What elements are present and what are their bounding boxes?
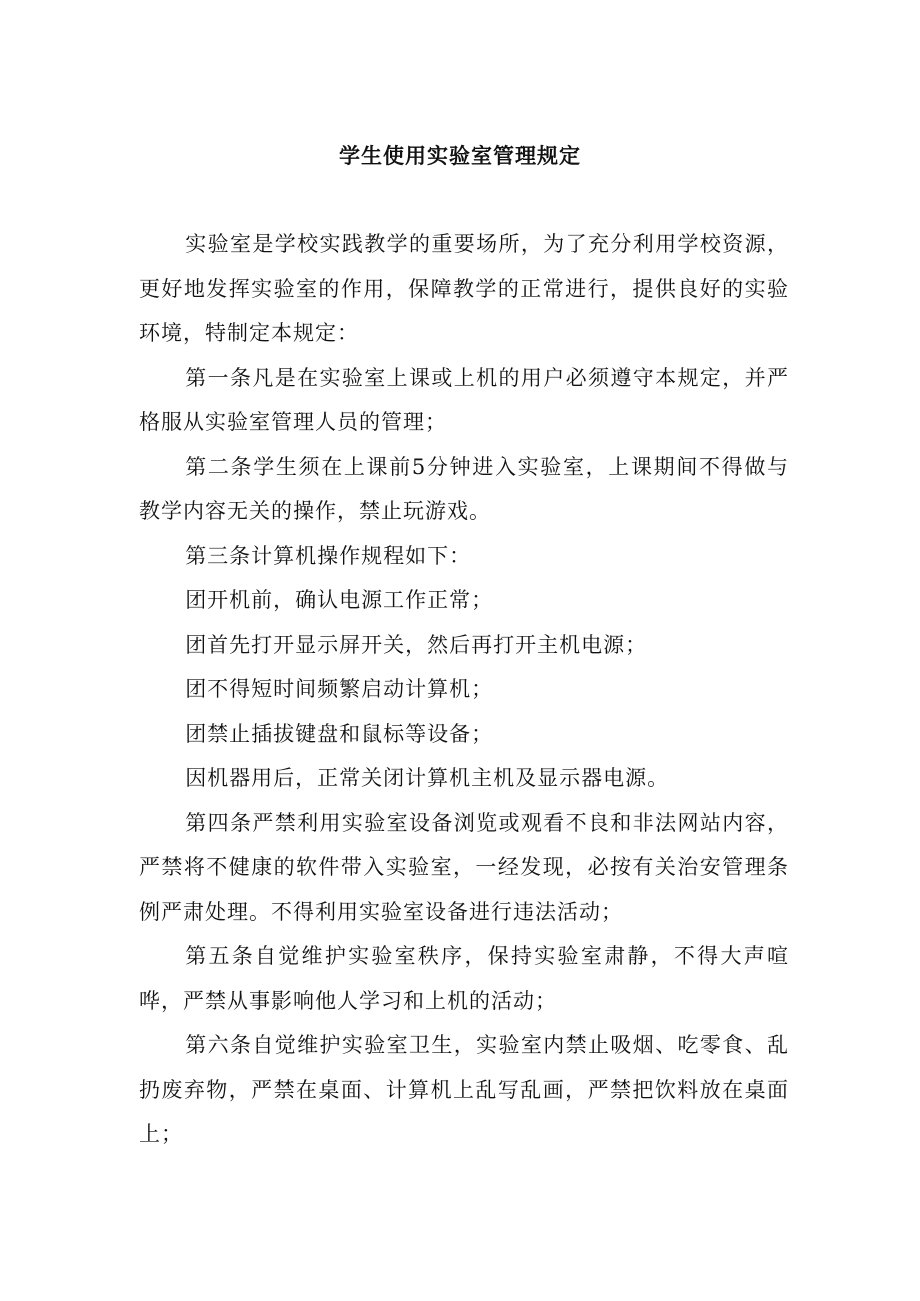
intro-paragraph: 实验室是学校实践教学的重要场所，为了充分利用学校资源，更好地发挥实验室的作用，保障教学的正常进行，提供良好的实验环境，特制定本规定： [139,232,789,345]
article-2-paragraph: 第二条学生须在上课前5分钟进入实验室，上课期间不得做与教学内容无关的操作，禁止玩游戏。 [139,454,789,523]
operation-rule-2: 团首先打开显示屏开关，然后再打开主机电源； [185,632,648,657]
operation-rule-1: 团开机前，确认电源工作正常； [185,588,494,612]
article-4-paragraph: 第四条严禁利用实验室设备浏览或观看不良和非法网站内容，严禁将不健康的软件带入实验室，一经发现，必按有关治安管理条例严肃处理。不得利用实验室设备进行违法活动； [139,810,789,924]
article-5-paragraph: 第五条自觉维护实验室秩序，保持实验室肃静，不得大声喧哗，严禁从事影响他人学习和上机的活动； [139,944,789,1013]
operation-rule-3: 团不得短时间频繁启动计算机； [185,677,494,701]
document-title: 学生使用实验室管理规定 [339,144,581,168]
article-1-paragraph: 第一条凡是在实验室上课或上机的用户必须遵守本规定，并严格服从实验室管理人员的管理； [139,365,789,434]
operation-rule-4: 团禁止插拔键盘和鼠标等设备； [185,721,494,746]
operation-rule-5: 因机器用后，正常关闭计算机主机及显示器电源。 [185,766,670,790]
article-3-paragraph: 第三条计算机操作规程如下： [185,543,472,568]
article-6-paragraph: 第六条自觉维护实验室卫生，实验室内禁止吸烟、吃零食、乱扔废弃物，严禁在桌面、计算机上乱写乱画，严禁把饮料放在桌面上； [139,1033,789,1146]
document-body [139,222,789,1157]
